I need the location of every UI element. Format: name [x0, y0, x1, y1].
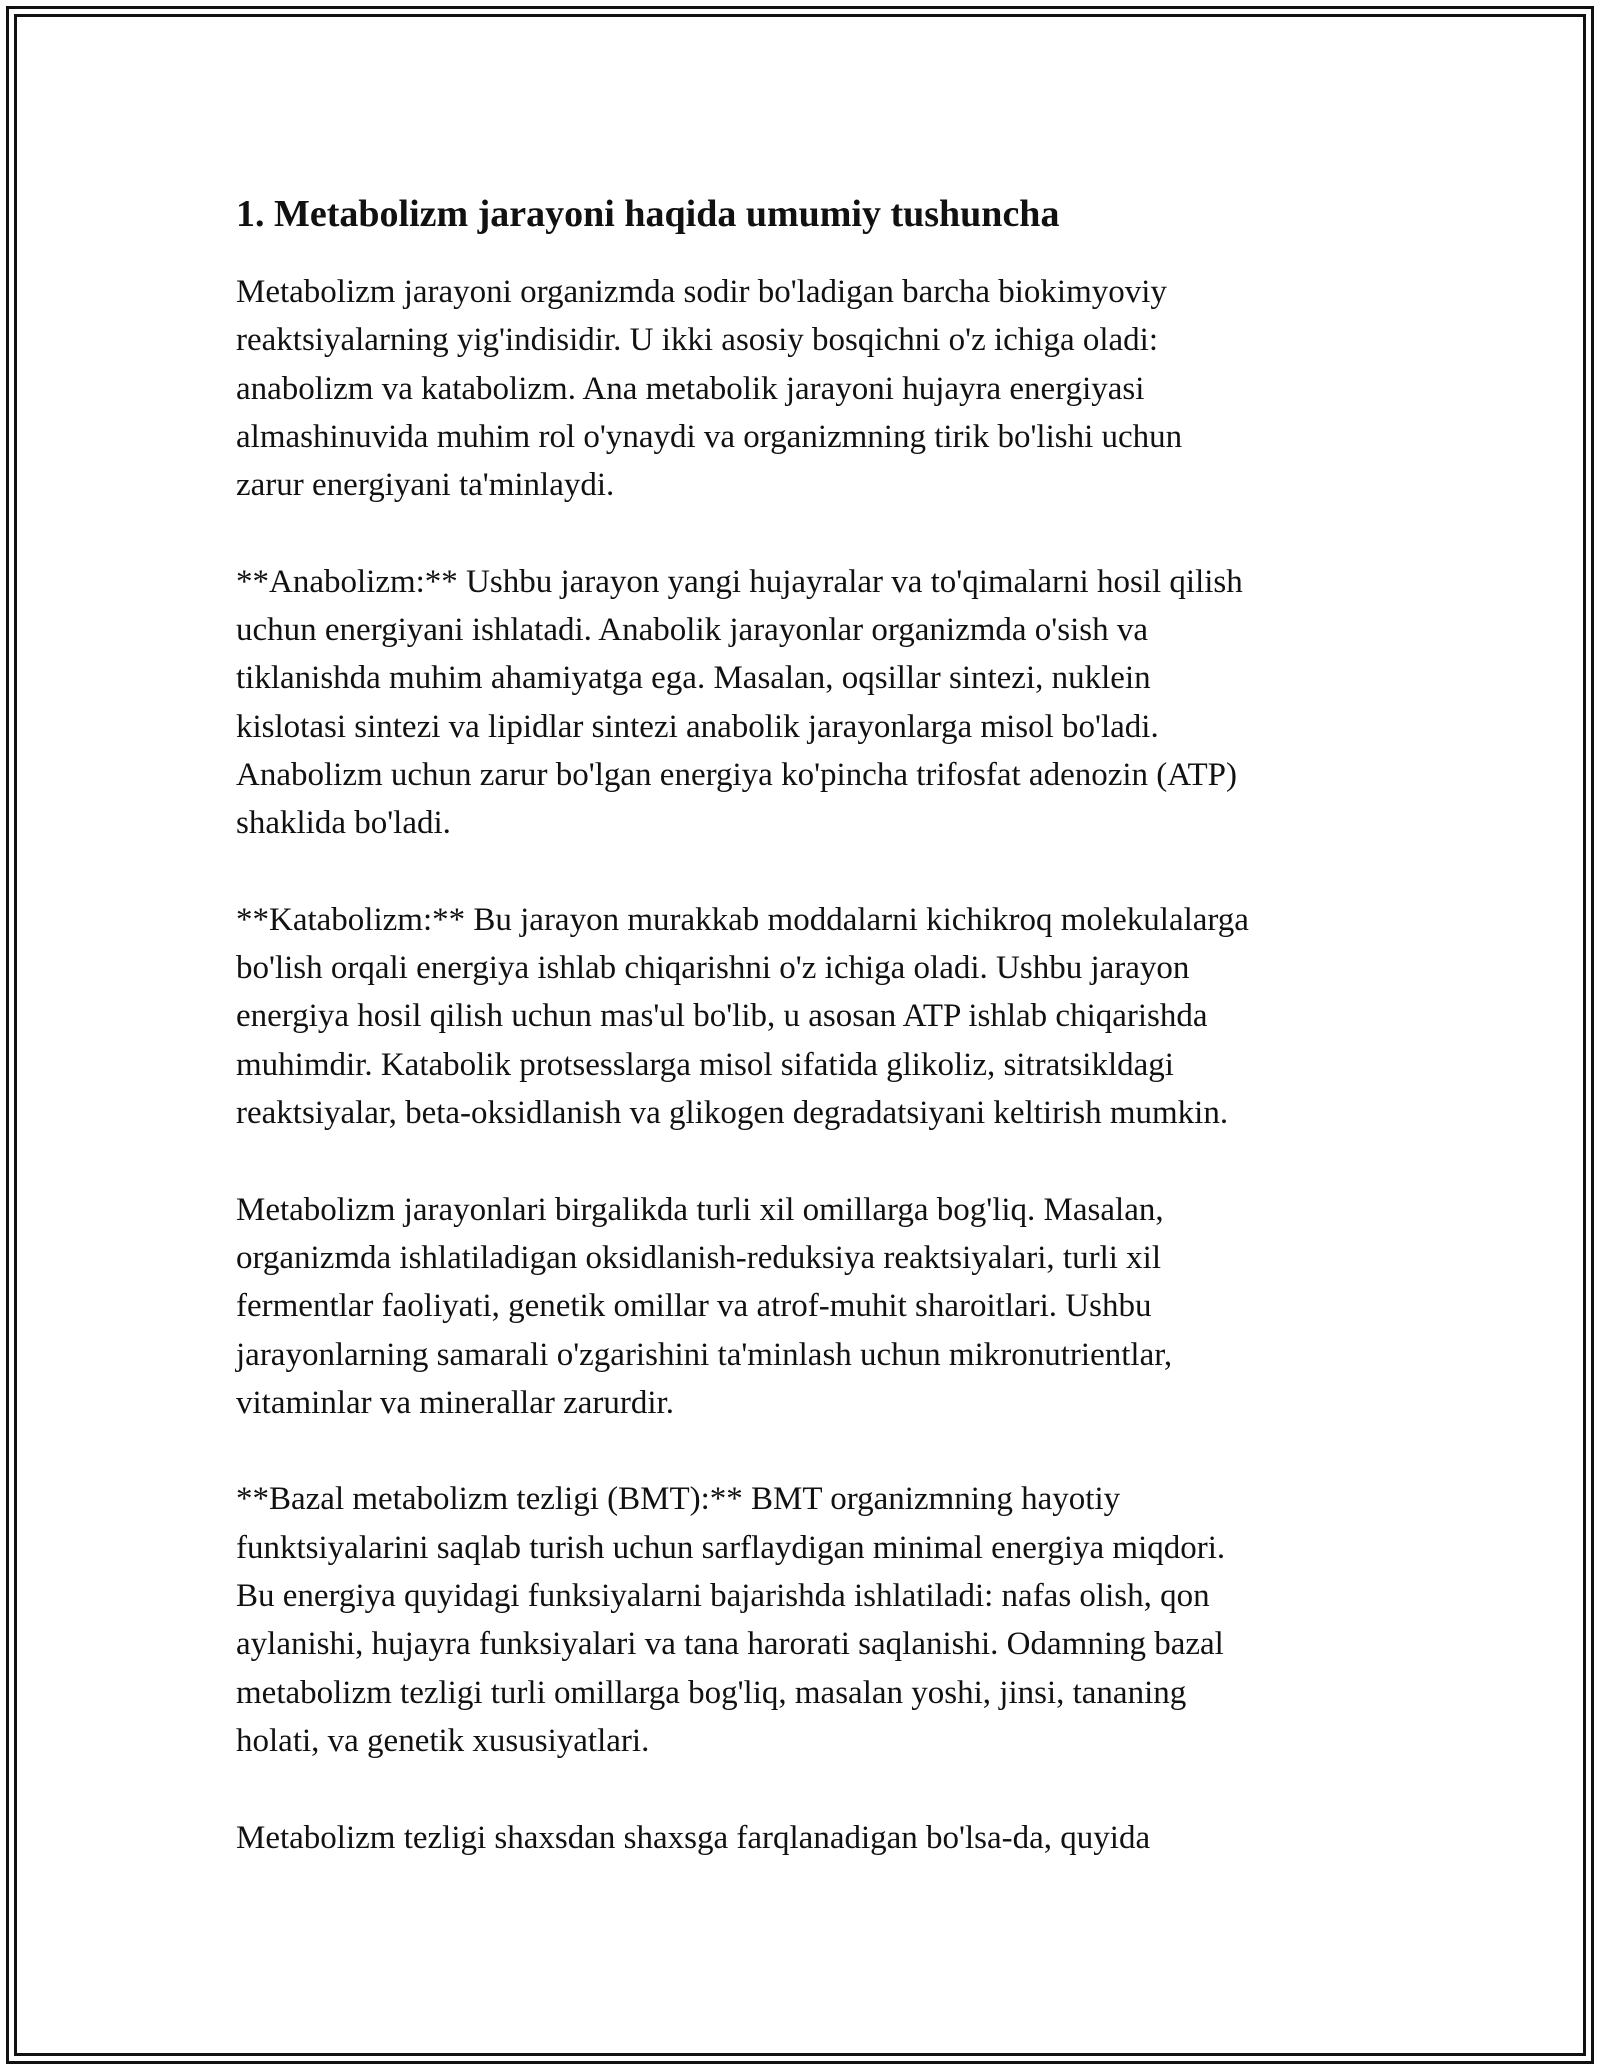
text-line: Metabolizm jarayoni organizmda sodir bo'ladigan barcha biokimyoviy: [236, 274, 1167, 310]
text-line: jarayonlarning samarali o'zgarishini ta'minlash uchun mikronutrientlar,: [236, 1336, 1173, 1373]
text-line: Metabolizm jarayonlari birgalikda turli xil omillarga bog'liq. Masalan,: [236, 1191, 1164, 1228]
paragraph-anabolism: [236, 558, 1376, 848]
text-line: reaktsiyalarning yig'indisidir. U ikki asosiy bosqichni o'z ichiga oladi:: [236, 322, 1159, 359]
section-heading: 1. Metabolizm jarayoni haqida umumiy tushuncha: [236, 193, 1060, 235]
text-line: fermentlar faoliyati, genetik omillar va atrof-muhit sharoitlari. Ushbu: [236, 1288, 1152, 1325]
paragraph-spacer: [236, 509, 1376, 557]
text-line: uchun energiyani ishlatadi. Anabolik jarayonlar organizmda o'sish va: [236, 612, 1148, 649]
text-line: **Bazal metabolizm tezligi (BMT):** BMT organizmning hayotiy: [236, 1481, 1121, 1518]
paragraph-metabolic-rate-variation: [236, 1814, 1376, 1862]
paragraph-metabolism-intro: [236, 268, 1376, 509]
text-line: vitaminlar va minerallar zarurdir.: [236, 1384, 674, 1421]
text-line: holati, va genetik xususiyatlari.: [236, 1722, 650, 1759]
text-line: organizmda ishlatiladigan oksidlanish-reduksiya reaktsiyalari, turli xil: [236, 1239, 1161, 1276]
paragraph-basal-metabolic-rate: [236, 1475, 1376, 1765]
text-line: metabolizm tezligi turli omillarga bog'liq, masalan yoshi, jinsi, tananing: [236, 1674, 1187, 1711]
text-line: almashinuvida muhim rol o'ynaydi va organizmning tirik bo'lishi uchun: [236, 418, 1183, 455]
text-line: **Katabolizm:** Bu jarayon murakkab moddalarni kichikroq molekulalarga: [236, 901, 1249, 938]
paragraph-factors: [236, 1186, 1376, 1427]
paragraph-spacer: [236, 848, 1376, 896]
paragraph-spacer: [236, 1765, 1376, 1813]
text-line: **Anabolizm:** Ushbu jarayon yangi hujayralar va to'qimalarni hosil qilish: [236, 563, 1243, 600]
text-line: zarur energiyani ta'minlaydi.: [236, 467, 615, 504]
text-line: shaklida bo'ladi.: [236, 805, 451, 842]
paragraph-spacer: [236, 1137, 1376, 1185]
text-line: bo'lish orqali energiya ishlab chiqarishni o'z ichiga oladi. Ushbu jarayon: [236, 950, 1190, 987]
text-line: tiklanishda muhim ahamiyatga ega. Masalan, oqsillar sintezi, nuklein: [236, 660, 1151, 697]
text-line: anabolizm va katabolizm. Ana metabolik jarayoni hujayra energiyasi: [236, 370, 1145, 407]
text-line: reaktsiyalar, beta-oksidlanish va glikogen degradatsiyani keltirish mumkin.: [236, 1095, 1229, 1132]
text-line: funktsiyalarini saqlab turish uchun sarflaydigan minimal energiya miqdori.: [236, 1529, 1226, 1566]
text-line: Bu energiya quyidagi funksiyalarni bajarishda ishlatiladi: nafas olish, qon: [236, 1578, 1210, 1615]
text-line: Anabolizm uchun zarur bo'lgan energiya ko'pincha trifosfat adenozin (ATP): [236, 756, 1237, 793]
text-line: energiya hosil qilish uchun mas'ul bo'lib, u asosan ATP ishlab chiqarishda: [236, 998, 1208, 1035]
text-line: Metabolizm tezligi shaxsdan shaxsga farqlanadigan bo'lsa-da, quyida: [236, 1819, 1151, 1856]
heading-spacer: [236, 242, 1376, 268]
text-line: aylanishi, hujayra funksiyalari va tana harorati saqlanishi. Odamning bazal: [236, 1626, 1224, 1663]
paragraph-spacer: [236, 1427, 1376, 1475]
text-line: muhimdir. Katabolik protsesslarga misol sifatida glikoliz, sitratsikldagi: [236, 1046, 1174, 1083]
document-body: [236, 186, 1376, 1862]
paragraph-catabolism: [236, 896, 1376, 1137]
text-line: kislotasi sintezi va lipidlar sintezi anabolik jarayonlarga misol bo'ladi.: [236, 708, 1159, 745]
